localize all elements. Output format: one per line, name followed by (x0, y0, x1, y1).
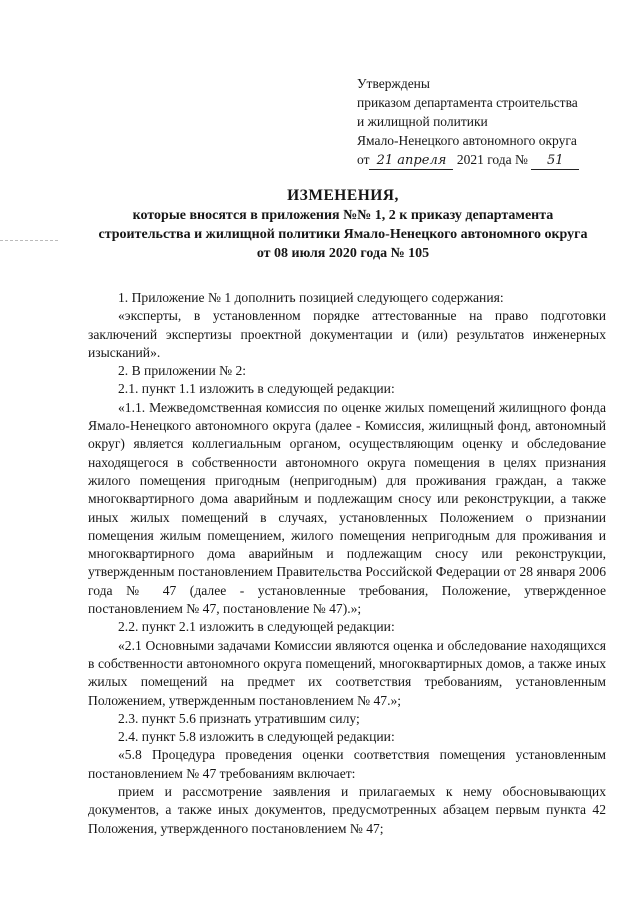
paragraph: «эксперты, в установленном порядке аттестованные на право подготовки заключений экспертизы проектной документации и (или) результатов инженерных изысканий». (88, 308, 606, 360)
paragraph: 2.1. пункт 1.1 изложить в следующей редакции: (118, 381, 395, 397)
approval-line: Утверждены (357, 76, 430, 91)
approval-block (357, 74, 617, 170)
approval-line: приказом департамента строительства (357, 95, 578, 110)
order-prefix: от (357, 152, 370, 167)
approval-line: Ямало-Ненецкого автономного округа (357, 133, 577, 148)
paragraph: 2.3. пункт 5.6 признать утратившим силу; (118, 710, 360, 726)
paragraph: «2.1 Основными задачами Комиссии являются оценка и обследование находящихся в собственности автономного округа помещений, многоквартирных домов, а также иных жилых помещений на предмет их соответствия требованиям, установленным Положением, утвержденным постановлением № 47.»; (88, 637, 606, 708)
handwritten-number: 51 (531, 153, 579, 170)
paragraph: прием и рассмотрение заявления и прилагаемых к нему обосновывающих документов, а также иных документов, предусмотренных абзацем первым пункта 42 Положения, утвержденного постановлением № 47; (88, 784, 606, 836)
paragraph: 1. Приложение № 1 дополнить позицией следующего содержания: (118, 290, 504, 305)
document-title-block (88, 186, 598, 263)
order-date-line (357, 150, 617, 170)
document-title: ИЗМЕНЕНИЯ, (287, 187, 399, 204)
paragraph: 2.2. пункт 2.1 изложить в следующей редакции: (118, 619, 395, 635)
document-subtitle-line: которые вносятся в приложения №№ 1, 2 к приказу департамента (132, 208, 554, 223)
approval-line: и жилищной политики (357, 114, 488, 129)
paragraph: 2. В приложении № 2: (118, 363, 247, 379)
handwritten-date: 21 апреля (369, 153, 453, 170)
margin-fold-mark (0, 240, 58, 241)
document-subtitle-line: от 08 июля 2020 года № 105 (256, 246, 430, 261)
paragraph: «1.1. Межведомственная комиссия по оценке жилых помещений жилищного фонда Ямало-Ненецкого автономного округа (далее - Комиссия, жилищный фонд, автономный округ) является коллегиальным органом, осуществляющим оценку и обследование находящегося в собственности автономного округа помещения в целях признания жилого помещения пригодным (непригодным) для проживания граждан, а также многоквартирного дома аварийным и подлежащим сносу или реконструкции, а также иных жилых помещений в случаях, установленных Положением о признании помещения жилым помещением, жилого помещения непригодным для проживания и многоквартирного дома аварийным и подлежащим сносу или реконструкции, утвержденным постановлением Правительства Российской Федерации от 28 января 2006 года № 47 (далее - установленные требования, Положение, утвержденное постановлением № 47, постановление № 47).»; (88, 399, 606, 617)
document-body (88, 289, 606, 838)
order-year: 2021 года № (456, 152, 528, 167)
paragraph: «5.8 Процедура проведения оценки соответствия помещения установленным постановлением № 47 требованиям включает: (88, 747, 606, 781)
document-subtitle-line: строительства и жилищной политики Ямало-Ненецкого автономного округа (98, 227, 588, 242)
paragraph: 2.4. пункт 5.8 изложить в следующей редакции: (118, 729, 395, 745)
